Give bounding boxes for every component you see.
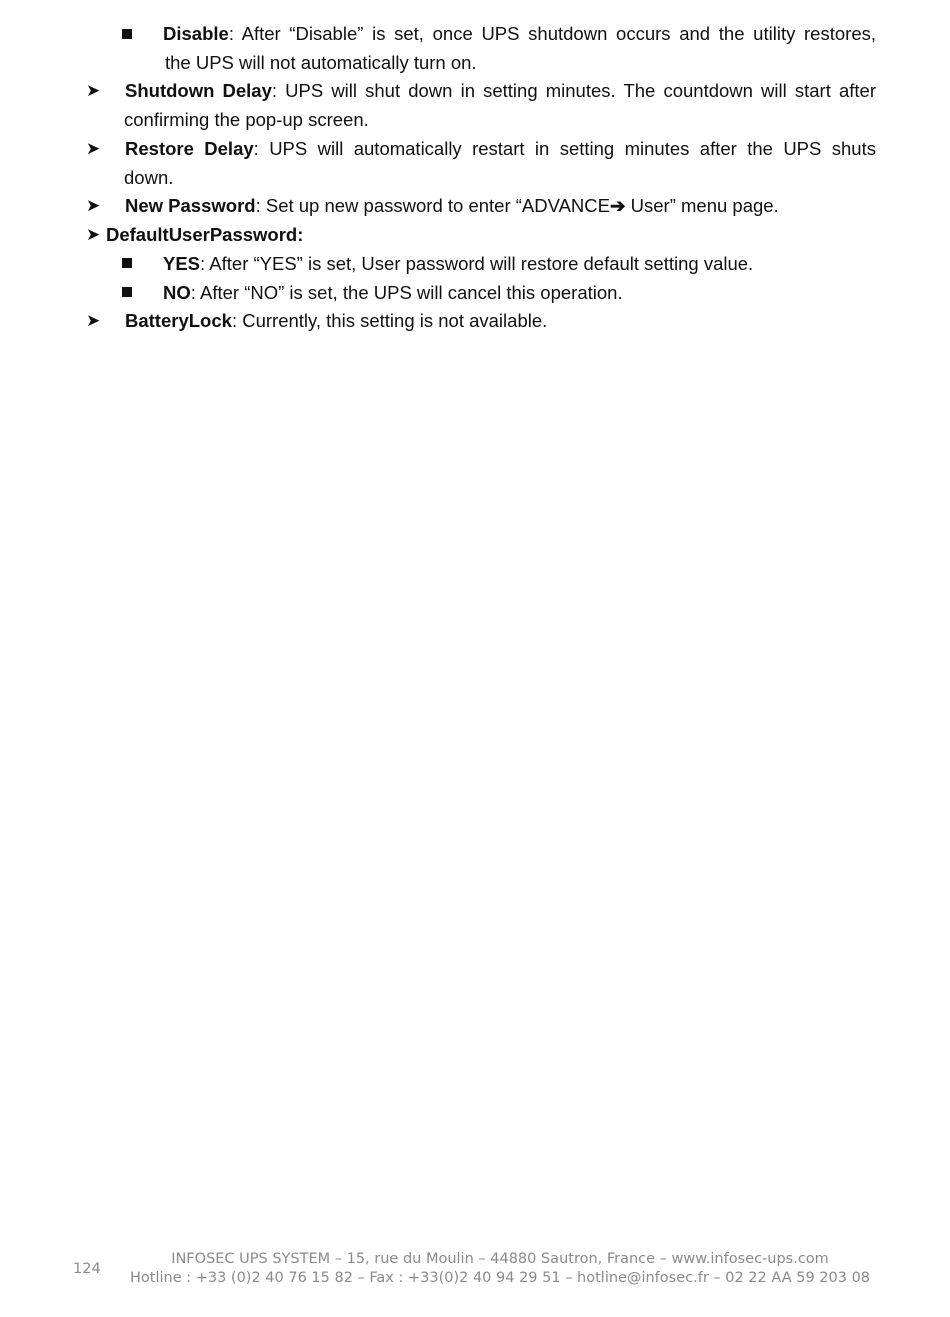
- battery-lock-term: BatteryLock: [125, 310, 232, 331]
- default-user-password-heading: [106, 224, 303, 246]
- arrowhead-bullet-icon: ➤: [86, 311, 101, 330]
- shutdown-delay-line-1: [125, 80, 876, 102]
- page-number: 124: [73, 1261, 101, 1277]
- battery-lock-line: [125, 310, 547, 332]
- arrowhead-bullet-icon: ➤: [86, 81, 101, 100]
- disable-term: Disable: [163, 23, 229, 44]
- yes-line: [163, 253, 753, 275]
- square-bullet-icon: [122, 258, 132, 268]
- arrowhead-bullet-icon: ➤: [86, 225, 101, 244]
- disable-line-2: the UPS will not automatically turn on.: [165, 52, 477, 73]
- shutdown-delay-term: Shutdown Delay: [125, 80, 272, 101]
- yes-term: YES: [163, 253, 201, 274]
- arrowhead-bullet-icon: ➤: [86, 196, 101, 215]
- restore-delay-line-2: down.: [124, 167, 174, 188]
- shutdown-delay-text: : UPS will shut down in setting minutes. The countdown will start after: [271, 80, 876, 101]
- restore-delay-term: Restore Delay: [125, 138, 254, 159]
- default-user-password-term: DefaultUserPassword:: [106, 224, 304, 245]
- battery-lock-text: : Currently, this setting is not available.: [231, 310, 548, 331]
- new-password-text-after: User” menu page.: [625, 195, 779, 216]
- no-line: [163, 282, 623, 304]
- right-arrow-icon: ➔: [609, 195, 626, 216]
- disable-text: : After “Disable” is set, once UPS shutdown occurs and the utility restores,: [228, 23, 876, 44]
- yes-text: : After “YES” is set, User password will restore default setting value.: [200, 253, 754, 274]
- disable-line-1: [163, 23, 876, 45]
- new-password-text-before: : Set up new password to enter “ADVANCE: [255, 195, 610, 216]
- footer-address-line: INFOSEC UPS SYSTEM – 15, rue du Moulin – 44880 Sautron, France – www.infosec-ups.com: [171, 1251, 829, 1267]
- restore-delay-line-1: [125, 138, 876, 160]
- no-term: NO: [163, 282, 191, 303]
- square-bullet-icon: [122, 287, 132, 297]
- footer-contact-line: Hotline : +33 (0)2 40 76 15 82 – Fax : +33(0)2 40 94 29 51 – hotline@infosec.fr – 02 22 AA 59 203 08: [129, 1270, 871, 1286]
- arrowhead-bullet-icon: ➤: [86, 139, 101, 158]
- square-bullet-icon: [122, 29, 132, 39]
- no-text: : After “NO” is set, the UPS will cancel this operation.: [190, 282, 623, 303]
- new-password-term: New Password: [125, 195, 256, 216]
- new-password-line: [125, 195, 779, 217]
- restore-delay-text: : UPS will automatically restart in setting minutes after the UPS shuts: [253, 138, 876, 159]
- shutdown-delay-line-2: confirming the pop-up screen.: [124, 109, 369, 130]
